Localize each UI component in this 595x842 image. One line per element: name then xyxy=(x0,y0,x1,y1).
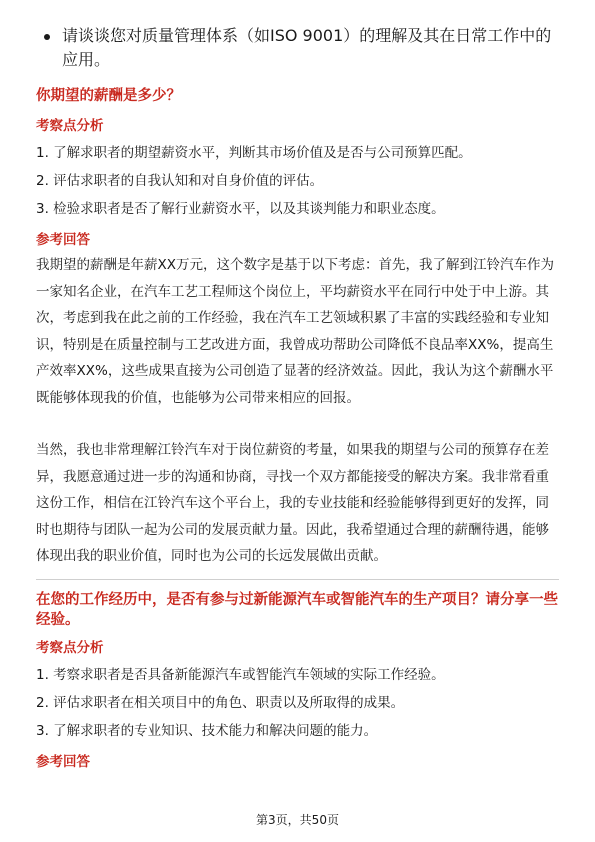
analysis-label: 考察点分析 xyxy=(36,639,104,656)
answer-paragraph: 当然，我也非常理解江铃汽车对于岗位薪资的考量，如果我的期望与公司的预算存在差异，我愿意通过进一步的沟通和协商，寻找一个双方都能接受的解决方案。我非常看重这份工作，相信在江铃汽车这个平台上，我的专业技能和经验能够得到更好的发挥，同时也期待与团队一起为公司的发展贡献力量。因此，我希望通过合理的薪酬待遇，能够体现出我的职业价值，同时也为公司的长远发展做出贡献。 xyxy=(36,442,549,564)
section-divider xyxy=(36,579,559,580)
document-page xyxy=(36,24,559,771)
answer-label: 参考回答 xyxy=(36,232,90,248)
page-indicator: 第3页，共50页 xyxy=(256,813,339,827)
analysis-item: 3. 检验求职者是否了解行业薪资水平，以及其谈判能力和职业态度。 xyxy=(36,201,445,217)
analysis-label: 考察点分析 xyxy=(36,118,104,134)
new-energy-question: 在您的工作经历中，是否有参与过新能源汽车或智能汽车的生产项目？请分享一些经验。 xyxy=(36,591,558,628)
previous-question-bullet xyxy=(36,24,559,72)
previous-question-text: 请谈谈您对质量管理体系（如ISO 9001）的理解及其在日常工作中的应用。 xyxy=(62,26,552,69)
analysis-item: 1. 考察求职者是否具备新能源汽车或智能汽车领域的实际工作经验。 xyxy=(36,666,445,683)
analysis-item: 3. 了解求职者的专业知识、技术能力和解决问题的能力。 xyxy=(36,722,378,739)
analysis-item: 1. 了解求职者的期望薪资水平，判断其市场价值及是否与公司预算匹配。 xyxy=(36,145,472,161)
analysis-item: 2. 评估求职者的自我认知和对自身价值的评估。 xyxy=(36,173,324,189)
salary-question: 你期望的薪酬是多少？ xyxy=(36,88,181,104)
answer-label: 参考回答 xyxy=(36,753,90,770)
bullet-icon xyxy=(44,34,50,40)
analysis-item: 2. 评估求职者在相关项目中的角色、职责以及所取得的成果。 xyxy=(36,694,405,711)
answer-paragraph: 我期望的薪酬是年薪XX万元，这个数字是基于以下考虑：首先，我了解到江铃汽车作为一家知名企业，在汽车工艺工程师这个岗位上，平均薪资水平在同行中处于中上游。其次，考虑到我在此之前的工作经验，我在汽车工艺领域积累了丰富的实践经验和专业知识，特别是在质量控制与工艺改进方面，我曾成功帮助公司降低不良品率XX%，提高生产效率XX%，这些成果直接为公司创造了显著的经济效益。因此，我认为这个薪酬水平既能够体现我的价值，也能够为公司带来相应的回报。 xyxy=(36,257,554,406)
